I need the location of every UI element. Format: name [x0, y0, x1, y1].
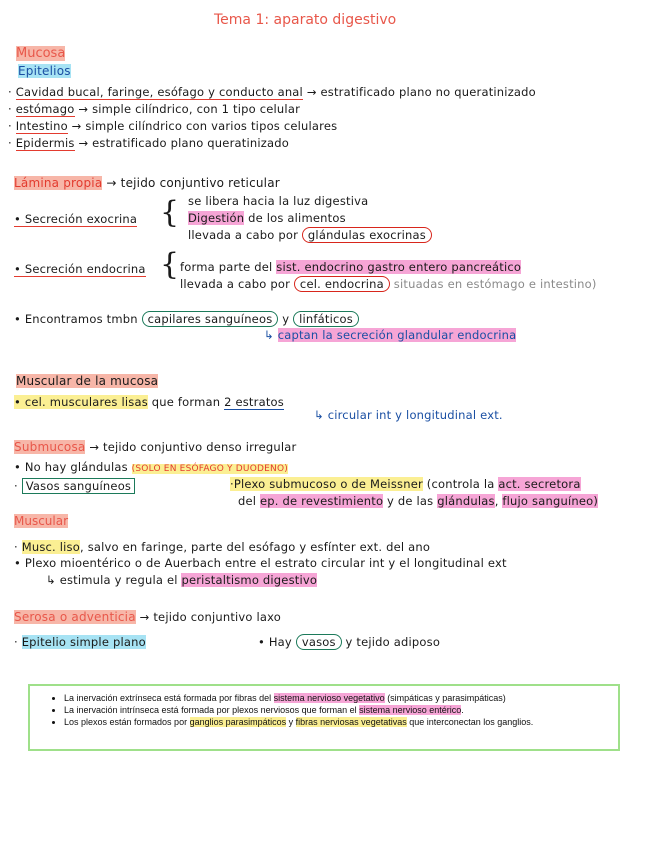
note-item: • La inervación extrínseca está formada por fibras del sistema nervioso vegetativo (simpáticas y parasimpáticas) [64, 692, 610, 704]
muscular-line-1: · Musc. liso, salvo en faringe, parte del esófago y esfínter ext. del ano [14, 540, 431, 554]
muscular-mucosa-line: • cel. musculares lisas que forman 2 estratos [14, 395, 284, 409]
note-item: • La inervación intrínseca está formada por plexos nerviosos que forman el sistema nervioso entérico. [64, 704, 610, 716]
muscular-line-2: • Plexo mioentérico o de Auerbach entre el estrato circular int y el longitudinal ext [14, 556, 507, 570]
brace-icon: { [160, 195, 180, 230]
captan-line: ↳ captan la secreción glandular endocrina [264, 328, 517, 342]
endocrina-label: • Secreción endocrina [14, 262, 146, 276]
exocrina-label: • Secreción exocrina [14, 212, 138, 226]
list-item: · estómago → simple cilíndrico, con 1 tipo celular [8, 102, 300, 116]
muscular-line-3: ↳ estimula y regula el peristaltismo digestivo [46, 573, 318, 587]
capilares-line: • Encontramos tmbn capilares sanguíneos y linfáticos [14, 312, 359, 326]
epitelios-heading: Epitelios [18, 64, 71, 78]
section-heading-submucosa: Submucosa → tejido conjuntivo denso irregular [14, 440, 297, 454]
glandulas-line: • No hay glándulas (SOLO EN ESÓFAGO Y DUODENO) [14, 460, 288, 474]
endo-line-1: forma parte del sist. endocrino gastro entero pancreático [180, 260, 522, 274]
estratos-sub: ↳ circular int y longitudinal ext. [314, 408, 503, 422]
endo-line-2: llevada a cabo por cel. endocrina situadas en estómago e intestino) [180, 277, 597, 291]
section-heading-muscular-mucosa: Muscular de la mucosa [16, 374, 159, 388]
vasos-line: · Vasos sanguíneos [14, 479, 135, 493]
section-heading-muscular: Muscular [14, 514, 69, 528]
section-heading-serosa: Serosa o adventicia → tejido conjuntivo laxo [14, 610, 282, 624]
serosa-epitelio: · Epitelio simple plano [14, 635, 146, 649]
exo-line-3: llevada a cabo por glándulas exocrinas [188, 228, 432, 242]
serosa-hay: • Hay vasos y tejido adiposo [258, 635, 441, 649]
notes-box [28, 684, 620, 751]
exo-line-2: Digestión de los alimentos [188, 211, 346, 225]
note-item: • Los plexos están formados por ganglios parasimpáticos y fibras nerviosas vegetativas que interconectan los ganglios. [64, 716, 610, 728]
list-item: · Intestino → simple cilíndrico con varios tipos celulares [8, 119, 338, 133]
exo-line-1: se libera hacia la luz digestiva [188, 194, 369, 208]
section-heading-mucosa: Mucosa [16, 46, 66, 61]
page-title: Tema 1: aparato digestivo [214, 12, 397, 28]
brace-icon: { [160, 247, 180, 282]
plexo-line-1: ·Plexo submucoso o de Meissner (controla la act. secretora [230, 477, 581, 491]
list-item: · Epidermis → estratificado plano queratinizado [8, 136, 289, 150]
section-heading-lamina: Lámina propia → tejido conjuntivo reticular [14, 176, 280, 190]
plexo-line-2: del ep. de revestimiento y de las glándulas, flujo sanguíneo) [238, 494, 599, 508]
list-item: · Cavidad bucal, faringe, esófago y conducto anal → estratificado plano no queratinizado [8, 85, 536, 99]
